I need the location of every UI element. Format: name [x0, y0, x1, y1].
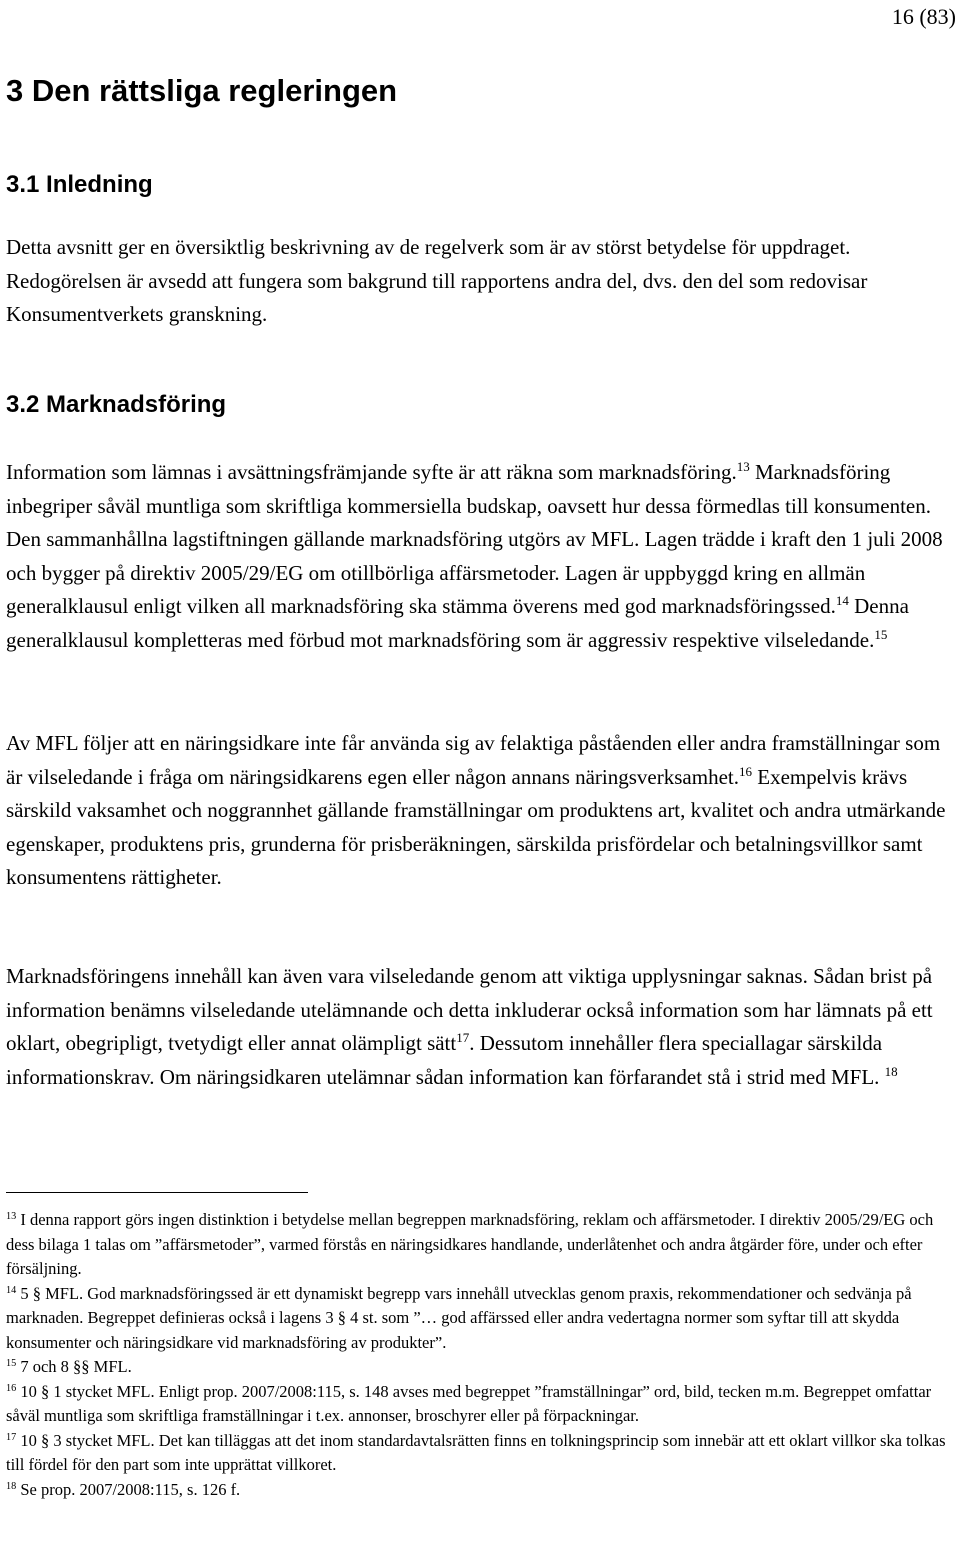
paragraph-text: Exempelvis krävs särskild vaksamhet och noggrannhet gällande framställningar om produktens art, kvalitet och andra utmärkande egenskaper, produktens pris, grunderna för prisberäkningen, särskilda prisfördelar och betalningsvillkor samt konsumentens rättigheter.	[6, 764, 946, 889]
footnote-text: 5 § MFL. God marknadsföringssed är ett dynamiskt begrepp vars innehåll utvecklas genom praxis, rekommendationer och sedvänja på marknaden. Begreppet definieras också i lagens 3 § 4 st. som ”… god affärssed eller andra vedertagna normer som syftar till att skydda konsumenter och näringsidkare vid marknadsföring av produkter”.	[6, 1283, 912, 1352]
chapter-heading: 3 Den rättsliga regleringen	[6, 73, 398, 108]
footnote-16	[6, 1380, 956, 1429]
footnote-number: 18	[6, 1480, 17, 1492]
footnote-text: 10 § 1 stycket MFL. Enligt prop. 2007/2008:115, s. 148 avses med begreppet ”framställningar” ord, bild, tecken m.m. Begreppet omfattar såväl muntliga som skriftliga framställningar i t.ex. annonser, broschyrer eller på förpackningar.	[6, 1381, 932, 1425]
paragraph-inledning: Detta avsnitt ger en översiktlig beskrivning av de regelverk som är av störst betydelse för uppdraget. Redogörelsen är avsedd att fungera som bakgrund till rapportens andra del, dvs. den del som redovisar Konsumentverkets granskning.	[6, 235, 868, 326]
paragraph-text: Av MFL följer att en näringsidkare inte får använda sig av felaktiga påståenden eller andra framställningar som är vilseledande i fråga om näringsidkarens egen eller någon annans näringsverksamhet.	[6, 731, 941, 789]
paragraph-text: Information som lämnas i avsättningsfrämjande syfte är att räkna som marknadsföring.	[6, 460, 737, 484]
footnote-text: 7 och 8 §§ MFL.	[20, 1357, 132, 1376]
footnote-reference-14[interactable]: 14	[835, 593, 849, 609]
paragraph-text: Denna generalklausul kompletteras med förbud mot marknadsföring som är aggressiv respektive vilseledande.	[6, 594, 909, 652]
section-heading-marknadsforing: 3.2 Marknadsföring	[6, 391, 227, 418]
footnote-number: 14	[6, 1284, 17, 1296]
footnote-18	[6, 1478, 956, 1503]
footnote-text: I denna rapport görs ingen distinktion i betydelse mellan begreppen marknadsföring, reklam och affärsmetoder. I direktiv 2005/29/EG och dess bilaga 1 talas om ”affärsmetoder”, varmed förstås en näringsidkares handlande, underlåtenhet och andra åtgärder före, under och efter försäljning.	[6, 1210, 934, 1278]
footnote-14	[6, 1282, 956, 1356]
footnote-15	[6, 1355, 956, 1380]
footnote-reference-16[interactable]: 16	[738, 763, 752, 779]
footnote-text: 10 § 3 stycket MFL. Det kan tilläggas att det inom standardavtalsrätten finns en tolkningsprincip som innebär att ett oklart villkor ska tolkas till fördel för den part som inte upprättat villkoret.	[6, 1430, 946, 1474]
footnote-divider	[6, 1192, 308, 1193]
footnotes	[6, 1208, 956, 1502]
footnote-17	[6, 1429, 956, 1478]
footnote-number: 16	[6, 1382, 17, 1394]
paragraph-text: . Dessutom innehåller flera speciallagar särskilda informationskrav. Om näringsidkaren utelämnar sådan information kan förfarandet stå i strid med MFL.	[6, 1031, 883, 1089]
paragraph-marknadsforing-definition	[6, 456, 956, 657]
paragraph-text: Marknadsföringens innehåll kan även vara vilseledande genom att viktiga upplysningar saknas. Sådan brist på information benämns vilseledande utelämnande och detta inkluderar också information som har lämnats på ett oklart, obegripligt, tvetydigt eller annat olämpligt sätt	[6, 964, 933, 1055]
footnote-reference-15[interactable]: 15	[874, 626, 888, 642]
section-heading-inledning: 3.1 Inledning	[6, 171, 153, 198]
footnote-reference-13[interactable]: 13	[736, 459, 750, 475]
footnote-text: Se prop. 2007/2008:115, s. 126 f.	[20, 1479, 241, 1499]
paragraph-utelamnande	[6, 960, 956, 1094]
page-number: 16 (83)	[891, 4, 956, 29]
footnote-number: 15	[6, 1357, 17, 1369]
paragraph-text: Marknadsföring inbegriper såväl muntliga som skriftliga kommersiella budskap, oavsett hur dessa förmedlas till konsumenten. Den sammanhållna lagstiftningen gällande marknadsföring utgörs av MFL. Lagen trädde i kraft den 1 juli 2008 och bygger på direktiv 2005/29/EG om otillbörliga affärsmetoder. Lagen är uppbyggd kring en allmän generalklausul enligt vilken all marknadsföring ska stämma överens med god marknadsföringssed.	[6, 460, 943, 618]
footnote-reference-18[interactable]: 18	[884, 1063, 898, 1079]
footnote-13	[6, 1208, 956, 1282]
footnote-number: 13	[6, 1210, 17, 1222]
footnote-number: 17	[6, 1431, 17, 1443]
footnote-reference-17[interactable]: 17	[456, 1030, 470, 1046]
paragraph-vilseledande	[6, 727, 956, 895]
